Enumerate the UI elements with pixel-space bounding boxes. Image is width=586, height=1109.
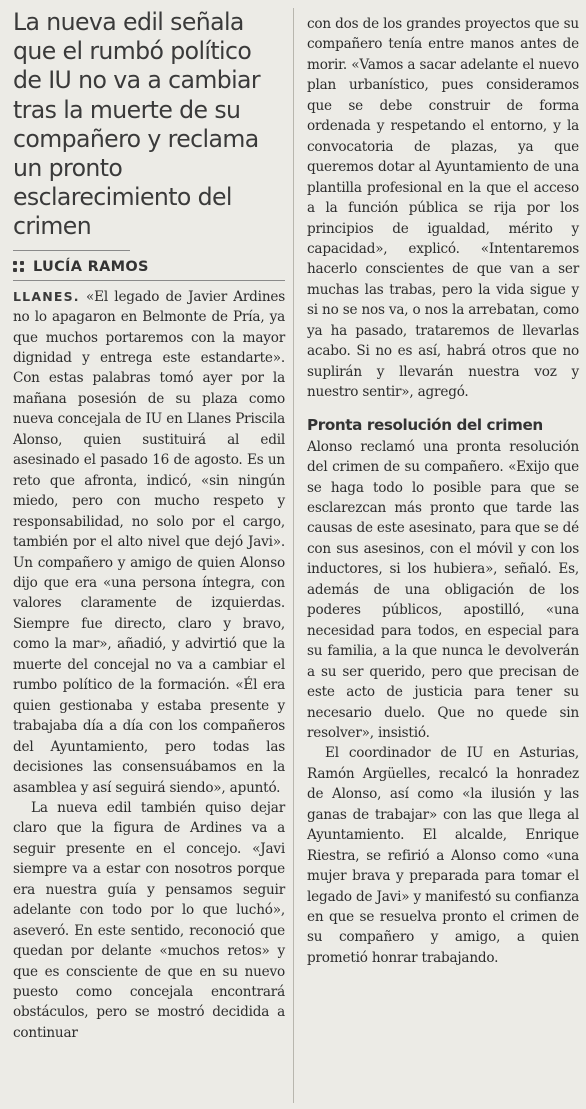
- byline-rule: [13, 280, 285, 281]
- byline-dots-icon: [13, 261, 25, 273]
- paragraph-1: [13, 287, 285, 798]
- paragraph-3: con dos de los grandes proyectos que su compañero tenía entre manos antes de morir. «Vamos a sacar adelante el nuevo plan urbanístico, pues consideramos que se debe construir de forma ordenada y respetando el entorno, y la convocatoria de plazas, ya que queremos dotar al Ayuntamiento de una plantilla profesional en la que el acceso a la función pública se rija por los principios de igualdad, mérito y capacidad», explicó. «Intentaremos hacerlo conscientes de que van a ser muchas las trabas, pero la vida sigue y si no se nos va, o nos la arrebatan, como ya ha pasado, trataremos de llevarlas acabo. Si no es así, habrá otros que no suplirán y llevarán nuestra voz y nuestro sentir», agregó.: [307, 16, 580, 401]
- headline: La nueva edil señala que el rumbó político de IU no va a cambiar tras la muerte de su compañero y reclama un pronto esclarecimiento del crimen: [13, 8, 260, 241]
- right-column: [307, 14, 579, 968]
- paragraph-4: Alonso reclamó una pronta resolución del crimen de su compañero. «Exijo que se haga todo lo posible para que se esclarezcan más pronto que tarde las causas de este asesinato, para que se dé con sus asesinos, con el móvil y con los inductores, si los hubiera», señaló. Es, además de una obligación de los poderes públicos, apostilló, «una necesidad para todos, en especial para su familia, a la que nunca le devolverán a su ser querido, pero que precisan de este acto de justicia para tener su necesario duelo. Que no quede sin resolver», insistió.: [307, 438, 580, 741]
- byline: [13, 257, 285, 277]
- left-column: [13, 8, 285, 1043]
- headline-rule: [13, 250, 130, 251]
- paragraph-5: El coordinador de IU en Asturias, Ramón Argüelles, recalcó la honradez de Alonso, así como «la ilusión y las ganas de trabajar» con las que llega al Ayuntamiento. El alcalde, Enrique Riestra, se refirió a Alonso como «una mujer brava y preparada para tomar el legado de Javi» y manifestó su confianza en que se resuelva pronto el crimen de su compañero y amigo, a quien prometió honrar trabajando.: [307, 745, 579, 966]
- paragraph-2: La nueva edil también quiso dejar claro que la figura de Ardines va a seguir presente en el concejo. «Javi siempre va a estar con nosotros porque era nuestra guía y pensamos seguir adelante con todo por lo que luchó», aseveró. En este sentido, reconoció que quedan por delante «muchos retos» y que es consciente de que en su nuevo puesto como concejala encontrará obstáculos, pero se mostró decidida a continuar: [13, 799, 285, 1041]
- column-divider: [293, 8, 294, 1103]
- dateline-location: LLANES.: [13, 288, 80, 304]
- paragraph-1-text: «El legado de Javier Ardines no lo apagaron en Belmonte de Pría, ya que muchos portaremos con la mayor dignidad y entrega este estandarte». Con estas palabras tomó ayer por la mañana posesión de su plaza como nueva concejala de IU en Llanes Priscila Alonso, quien sustituirá al edil asesinado el pasado 16 de agosto. Es un reto que afronta, indicó, «sin ningún miedo, pero con mucho respeto y responsabilidad, no solo por el cargo, también por el alto nivel que dejó Javi». Un compañero y amigo de quien Alonso dijo que era «una persona íntegra, con valores claramente de izquierdas. Siempre fue directo, claro y bravo, como la mar», añadió, y advirtió que la muerte del concejal no va a cambiar el rumbo político de la formación. «Él era quien gestionaba y estaba presente y trabajaba día a día con los compañeros del Ayuntamiento, pero todas las decisiones las consensuábamos en la asamblea y así seguirá siendo», apuntó.: [13, 288, 286, 796]
- byline-author: LUCÍA RAMOS: [33, 258, 149, 275]
- subheading: Pronta resolución del crimen: [307, 415, 543, 434]
